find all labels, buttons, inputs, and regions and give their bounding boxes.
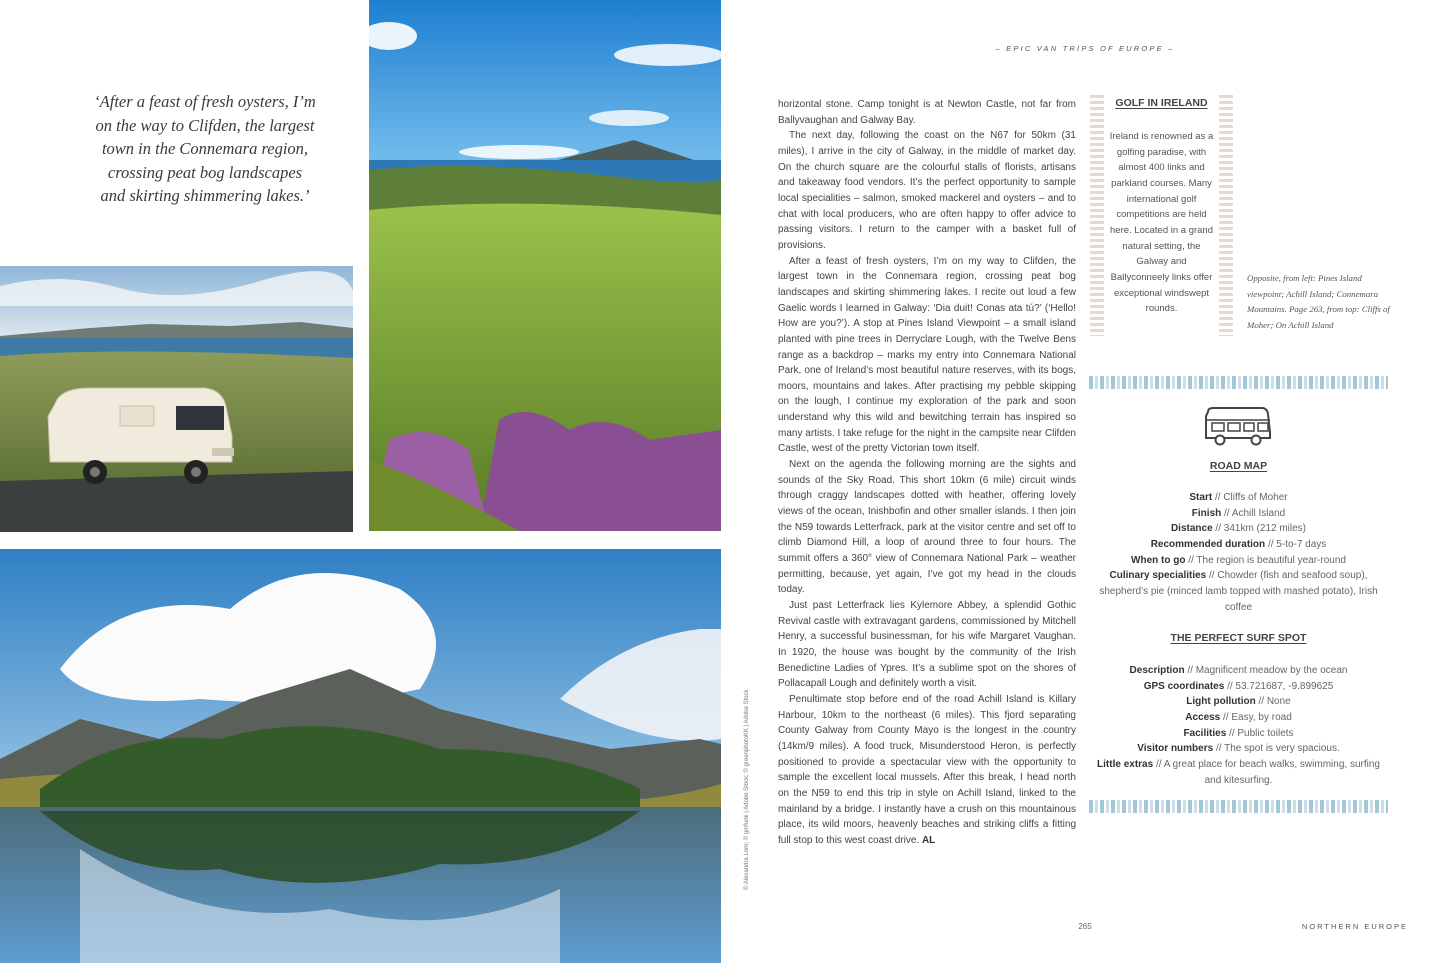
row-label: Visitor numbers <box>1137 743 1214 755</box>
pattern-divider <box>1089 376 1388 389</box>
pull-quote-line: crossing peat bog landscapes <box>107 162 303 182</box>
row-value: Chowder (fish and seafood soup), shepherd’s pie (minced lamb topped with mashed potato), Irish coffee <box>1099 570 1378 613</box>
row-value: Magnificent meadow by the ocean <box>1195 665 1348 676</box>
row-value: Easy, by road <box>1231 711 1292 723</box>
row-value: 341km (212 miles) <box>1223 523 1307 535</box>
surf-spot-row <box>1089 726 1388 742</box>
row-label: Description <box>1129 665 1185 676</box>
surf-spot-list <box>1089 663 1388 788</box>
separator: // <box>1223 711 1229 723</box>
separator: // <box>1267 538 1274 550</box>
decorative-border <box>1219 95 1233 336</box>
article-body <box>778 97 1076 849</box>
row-label: Distance <box>1170 523 1213 535</box>
row-label: Access <box>1185 711 1221 723</box>
page-number: 265 <box>1078 922 1092 931</box>
separator: // <box>1214 492 1221 503</box>
body-paragraph: Just past Letterfrack lies Kylemore Abbey, a splendid Gothic Revival castle with extravagant gardens, commissioned by Mitchell Henry, a successful businessman, for his wife Margaret Vaughan. In 1920, the house was bought by the community of the Irish Benedictine Ladies of Ypres. It’s a sublime spot on the shores of Pollacapall Lough and definitely worth a visit. <box>778 600 1076 690</box>
row-label: Culinary specialities <box>1109 570 1207 582</box>
row-value: Cliffs of Moher <box>1223 492 1288 503</box>
photo-pines-island <box>0 549 721 963</box>
separator: // <box>1209 570 1215 582</box>
decorative-border <box>1090 95 1104 336</box>
golf-title: GOLF IN IRELAND <box>1115 97 1208 109</box>
photo-caption: Opposite, from left: Pines Island viewpoint; Achill Island; Connemara Mountains. Page 263, from top: Cliffs of Moher; On Achill Island <box>1247 273 1390 331</box>
road-map-list <box>1089 490 1388 615</box>
road-map-row <box>1089 568 1388 615</box>
golf-sidebar <box>1090 95 1233 336</box>
surf-spot-row <box>1089 757 1388 788</box>
author-signature: AL <box>921 834 936 846</box>
row-label: Light pollution <box>1186 696 1256 708</box>
row-value: The spot is very spacious. <box>1224 743 1340 755</box>
body-paragraph: horizontal stone. Camp tonight is at Newton Castle, not far from Ballyvaughan and Galway Bay. <box>778 99 1076 126</box>
photo-credit: © Alexandra Lorn; © gmfunk | Adobe Stock; © greenphotoKK | Adobe Stock <box>744 689 750 890</box>
pull-quote-line: town in the Connemara region, <box>101 139 309 158</box>
separator: // <box>1227 680 1233 692</box>
body-paragraph-text: Penultimate stop before end of the road Achill Island is Killary Harbour, 10km to the northeast (6 miles). This fjord separating County Galway from County Mayo is the longest in the country (14km/9 miles). A food truck, Misunderstood Heron, is perfectly positioned to provide a spectacular view with the opportunity to sample the excellent local mussels. After this break, I head north on the N59 to end this trip in style on Achill Island, linked to the mainland by a bridge. I instantly have a crush on this mountainous place, its wild moors, heavenly beaches and striking cliffs a fitting full stop to this west coast drive. <box>778 693 1076 846</box>
surf-spot-row <box>1089 710 1388 726</box>
pull-quote-line: on the way to Clifden, the largest <box>95 115 315 135</box>
golf-text: Ireland is renowned as a golfing paradise, with almost 400 links and parkland courses. Many international golf competitions are held here. Located in a grand natural setting, the Galway and Ballyconneely links offer exceptional windswept rounds. <box>1109 131 1214 315</box>
body-paragraph: The next day, following the coast on the N67 for 50km (31 miles), I arrive in the city of Galway, in the middle of market day. On the church square are the colourful stalls of florists, artisans and takeaway food vendors. It’s the perfect opportunity to sample local specialities – salmon, smoked mackerel and oysters – and to chat with local producers, who are often happy to offer advice to passing visitors. I return to the camper with a basket full of provisions. <box>778 130 1076 251</box>
row-label: Recommended duration <box>1150 538 1266 550</box>
row-label: Facilities <box>1183 727 1227 739</box>
separator: // <box>1155 758 1162 770</box>
pull-quote-line: and skirting shimmering lakes.’ <box>100 186 310 205</box>
row-value: None <box>1266 696 1291 708</box>
body-paragraph-last <box>778 692 1076 849</box>
pull-quote <box>60 90 350 208</box>
road-map-row <box>1089 521 1388 537</box>
road-map-title: ROAD MAP <box>1209 460 1268 472</box>
row-label: Finish <box>1191 507 1222 519</box>
separator: // <box>1215 523 1221 535</box>
body-paragraph: Next on the agenda the following morning are the sights and sounds of the Sky Road. This short 10km (6 mile) circuit winds through craggy landscapes dotted with heather, offering lovely views of the ocean, Inishbofin and other smaller islands. I then join the N59 towards Letterfrack, park at the visitor centre and set off to climb Diamond Hill, a loop of around three to four hours. The summit offers a 360° view of Connemara National Park – weather permitting, because, yet again, I’ve got my head in the clouds today. <box>778 459 1076 596</box>
row-value: 5-to-7 days <box>1276 538 1327 550</box>
separator: // <box>1224 507 1230 519</box>
campervan-icon <box>1204 406 1272 451</box>
row-value: Public toilets <box>1237 727 1294 739</box>
road-map-row <box>1089 506 1388 522</box>
row-value: 53.721687, -9.899625 <box>1235 680 1334 692</box>
row-label: Start <box>1189 492 1213 503</box>
pull-quote-line: ‘After a feast of fresh oysters, I’m <box>94 92 316 111</box>
road-map-row <box>1089 553 1388 569</box>
separator: // <box>1229 727 1235 739</box>
body-paragraph: After a feast of fresh oysters, I’m on my way to Clifden, the largest town in the Connemara region, crossing peat bog landscapes and skirting shimmering lakes. I recite out loud a few Gaelic words I learned in Galway: ‘Dia duit! Conas ata tú?’ (‘Hello! How are you?’). A stop at Pines Island Viewpoint – a small island planted with pine trees in Derryclare Lough, with the Twelve Bens range as a backdrop – marks my entry into Connemara National Park, one of Ireland’s most beautiful nature reserves, with its bogs, moors, mountains and lakes. After practising my pebble skipping on the lough, I continue my exploration of the park and soon understand why this wild and bewitching terrain has inspired so many artists. I take refuge for the night in the campsite near Clifden Castle, west of the pretty Victorian town itself. <box>778 255 1076 455</box>
row-label: Little extras <box>1097 758 1154 770</box>
road-map-row <box>1089 490 1388 506</box>
surf-spot-row <box>1089 741 1388 757</box>
separator: // <box>1215 743 1222 755</box>
row-value: The region is beautiful year-round <box>1196 554 1346 566</box>
separator: // <box>1188 554 1194 566</box>
row-label: GPS coordinates <box>1143 680 1225 692</box>
photo-connemara-mountains <box>369 0 721 531</box>
photo-van-achill <box>0 266 353 532</box>
road-map-row <box>1089 537 1388 553</box>
surf-spot-row <box>1089 679 1388 695</box>
surf-spot-title: THE PERFECT SURF SPOT <box>1170 632 1307 644</box>
pattern-divider <box>1089 800 1388 813</box>
surf-spot-row <box>1089 663 1388 679</box>
surf-spot-row <box>1089 694 1388 710</box>
running-head: – EPIC VAN TRIPS OF EUROPE – <box>995 44 1175 53</box>
row-value: Achill Island <box>1231 507 1286 519</box>
separator: // <box>1187 665 1193 676</box>
separator: // <box>1258 696 1265 708</box>
section-label: NORTHERN EUROPE <box>1301 922 1408 931</box>
row-value: A great place for beach walks, swimming, surfing and kitesurfing. <box>1163 758 1380 786</box>
row-label: When to go <box>1131 554 1186 566</box>
